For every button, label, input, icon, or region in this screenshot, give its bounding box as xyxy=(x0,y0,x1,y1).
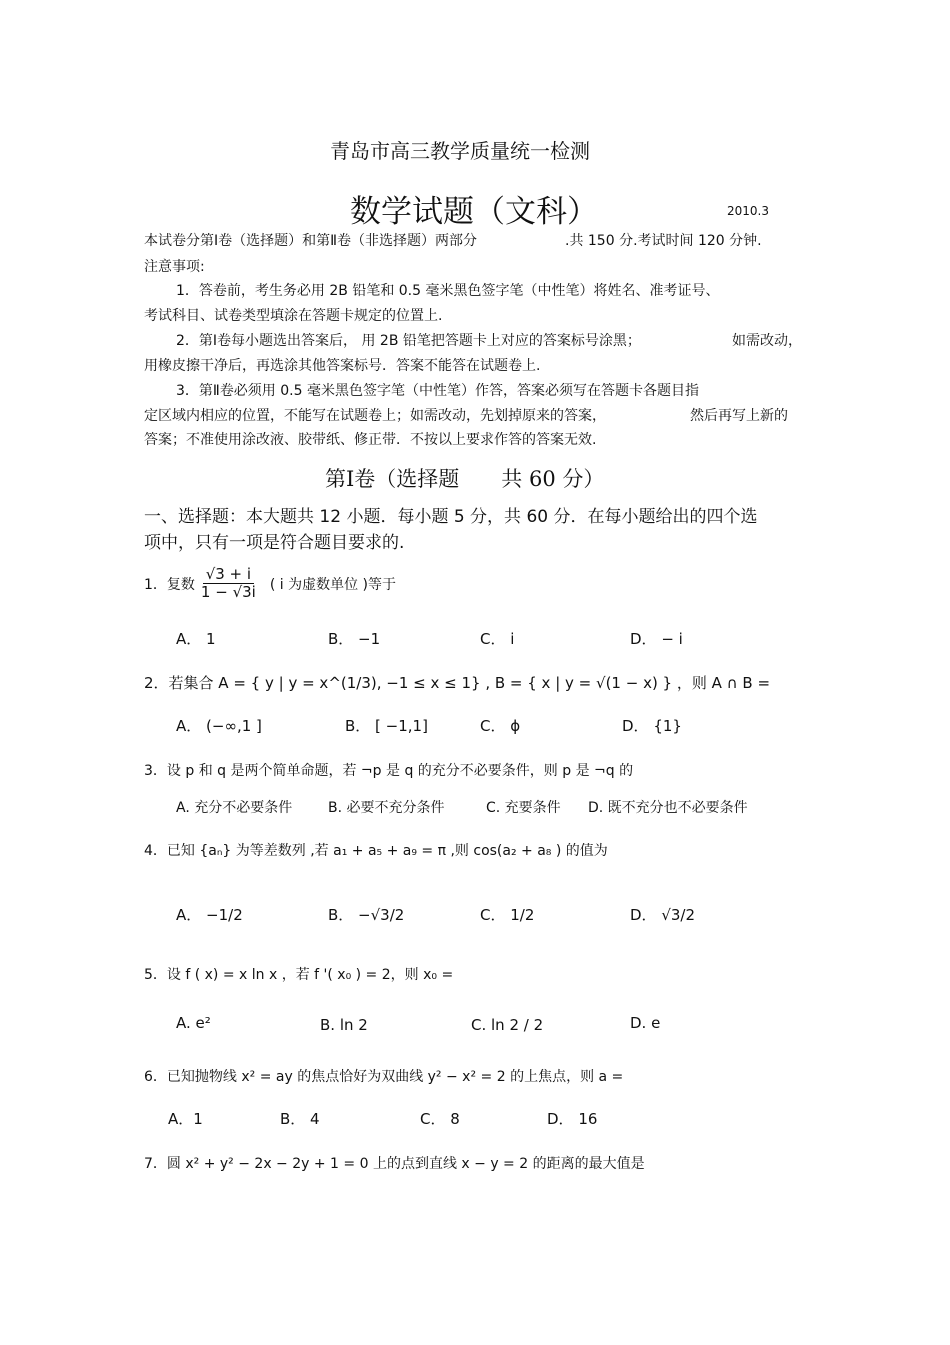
q5-stem: 5．设 f ( x) = x ln x ，若 f '( x₀ ) = 2，则 x₀ = xyxy=(144,967,454,983)
q4-option-d: D． √3/2 xyxy=(630,906,696,924)
notice-3b2: 然后再写上新的 xyxy=(690,408,788,424)
section-desc-1: 一、选择题：本大题共 12 小题．每小题 5 分，共 60 分．在每小题给出的四个选 xyxy=(144,507,758,527)
q1-fraction xyxy=(198,566,259,602)
notice-3b: 定区域内相应的位置，不能写在试题卷上；如需改动，先划掉原来的答案， xyxy=(144,408,606,424)
exam-title: 数学试题（文科） xyxy=(350,194,598,230)
q6-option-d: D． 16 xyxy=(547,1110,598,1128)
q1-option-b: B． −1 xyxy=(328,630,381,648)
notice-2a2: 如需改动， xyxy=(732,333,802,349)
q2-option-a: A． (−∞,1 ] xyxy=(176,717,262,735)
q6-stem: 6．已知抛物线 x² = ay 的焦点恰好为双曲线 y² − x² = 2 的上焦点，则 a = xyxy=(144,1069,624,1085)
q5-option-b: B. ln 2 xyxy=(320,1016,368,1034)
q4-option-a: A． −1/2 xyxy=(176,906,243,924)
notice-3c: 答案；不准使用涂改液、胶带纸、修正带．不按以上要求作答的答案无效. xyxy=(144,432,597,448)
exam-subtitle: 青岛市高三教学质量统一检测 xyxy=(330,139,590,163)
notice-1a: 1．答卷前，考生务必用 2B 铅笔和 0.5 毫米黑色签字笔（中性笔）将姓名、准考证号、 xyxy=(176,283,720,299)
q3-option-c: C. 充要条件 xyxy=(486,800,561,816)
q1-option-a: A． 1 xyxy=(176,630,216,648)
q4-option-c: C． 1/2 xyxy=(480,906,535,924)
q2-option-c: C． ϕ xyxy=(480,717,521,735)
notice-2b: 用橡皮擦干净后，再选涂其他答案标号．答案不能答在试题卷上. xyxy=(144,358,541,374)
q5-option-d: D. e xyxy=(630,1014,661,1032)
q4-stem: 4．已知 {aₙ} 为等差数列 ,若 a₁ + a₅ + a₉ = π ,则 cos(a₂ + a₈ ) 的值为 xyxy=(144,843,608,859)
q2-option-b: B． [ −1,1] xyxy=(345,717,428,735)
notice-2a: 2．第Ⅰ卷每小题选出答案后， 用 2B 铅笔把答题卡上对应的答案标号涂黑； xyxy=(176,333,641,349)
notice-1b: 考试科目、试卷类型填涂在答题卡规定的位置上. xyxy=(144,308,443,324)
q6-option-c: C． 8 xyxy=(420,1110,460,1128)
q6-option-b: B． 4 xyxy=(280,1110,320,1128)
section-desc-2: 项中，只有一项是符合题目要求的. xyxy=(144,533,405,553)
q5-option-c: C. ln 2 / 2 xyxy=(471,1016,544,1034)
q3-stem: 3．设 p 和 q 是两个简单命题，若 ¬p 是 q 的充分不必要条件，则 p 是 ¬q 的 xyxy=(144,763,634,779)
q1-lead: 1．复数 xyxy=(144,576,195,593)
q4-option-b: B． −√3/2 xyxy=(328,906,405,924)
intro-line-1a: 本试卷分第Ⅰ卷（选择题）和第Ⅱ卷（非选择题）两部分 xyxy=(144,233,478,249)
exam-date: 2010.3 xyxy=(727,204,769,218)
q5-option-a: A. e² xyxy=(176,1014,211,1032)
q1-tail: ( i 为虚数单位 )等于 xyxy=(269,576,397,593)
q1-denominator: 1 − √3i xyxy=(200,583,256,602)
q2-stem: 2．若集合 A = { y | y = x^(1/3), −1 ≤ x ≤ 1} , B = { x | y = √(1 − x) } ，则 A ∩ B = xyxy=(144,674,771,692)
q7-stem: 7．圆 x² + y² − 2x − 2y + 1 = 0 上的点到直线 x − y = 2 的距离的最大值是 xyxy=(144,1156,645,1172)
q1-option-d: D． − i xyxy=(630,630,683,648)
q1-option-c: C． i xyxy=(480,630,515,648)
q2-option-d: D． {1} xyxy=(622,717,682,735)
q6-option-a: A．1 xyxy=(168,1110,203,1128)
section-title: 第Ⅰ卷（选择题 共 60 分） xyxy=(325,467,605,491)
notice-title: 注意事项: xyxy=(144,259,205,275)
q3-option-b: B. 必要不充分条件 xyxy=(328,800,445,816)
q1-stem xyxy=(144,566,396,602)
q3-option-a: A. 充分不必要条件 xyxy=(176,800,293,816)
q1-numerator: √3 + i xyxy=(203,566,254,584)
intro-line-1b: .共 150 分.考试时间 120 分钟. xyxy=(565,233,762,249)
notice-3a: 3．第Ⅱ卷必须用 0.5 毫米黑色签字笔（中性笔）作答，答案必须写在答题卡各题目指 xyxy=(176,383,699,399)
q3-option-d: D. 既不充分也不必要条件 xyxy=(588,800,748,816)
